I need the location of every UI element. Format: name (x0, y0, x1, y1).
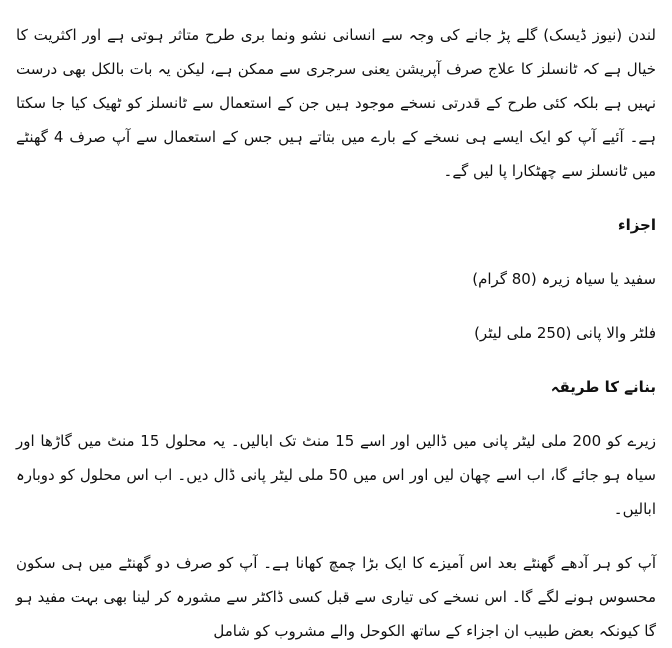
usage-paragraph: آپ کو ہر آدھے گھنٹے بعد اس آمیزے کا ایک بڑا چمچ کھانا ہے۔ آپ کو صرف دو گھنٹے میں ہی سکون محسوس ہونے لگے گا۔ اس نسخے کی تیاری سے قبل کسی ڈاکٹر سے مشورہ کر لینا بھی بہت مفید ہو گا کیونکہ بعض طبیب ان اجزاء کے ساتھ الکوحل والے مشروب کو شامل (16, 554, 656, 640)
ingredient-item: فلٹر والا پانی (250 ملی لیٹر) (474, 324, 656, 342)
intro-paragraph: لندن (نیوز ڈیسک) گلے پڑ جانے کی وجہ سے انسانی نشو ونما بری طرح متاثر ہوتی ہے اور اکثریت کا خیال ہے کہ ٹانسلز کا علاج صرف آپریشن یعنی سرجری سے ممکن ہے، لیکن یہ بات بالکل بھی درست نہیں ہے بلکہ کئی طرح کے قدرتی نسخے موجود ہیں جن کے استعمال سے ٹانسلز کو ٹھیک کیا جا سکتا ہے۔ آئیے آپ کو ایک ایسے ہی نسخے کے بارے میں بتاتے ہیں جس کے استعمال سے آپ صرف 4 گھنٹے میں ٹانسلز سے چھٹکارا پا لیں گے۔ (16, 26, 656, 180)
method-paragraph: زیرے کو 200 ملی لیٹر پانی میں ڈالیں اور اسے 15 منٹ تک ابالیں۔ یہ محلول 15 منٹ میں گاڑھا اور سیاہ ہو جائے گا، اب اسے چھان لیں اور اس میں 50 ملی لیٹر پانی ڈال دیں۔ اب اس محلول کو دوبارہ ابالیں۔ (16, 432, 656, 518)
ingredient-item: سفید یا سیاہ زیرہ (80 گرام) (472, 270, 656, 288)
ingredients-heading: اجزاء (617, 216, 656, 234)
method-heading: بنانے کا طریقہ (550, 378, 656, 396)
